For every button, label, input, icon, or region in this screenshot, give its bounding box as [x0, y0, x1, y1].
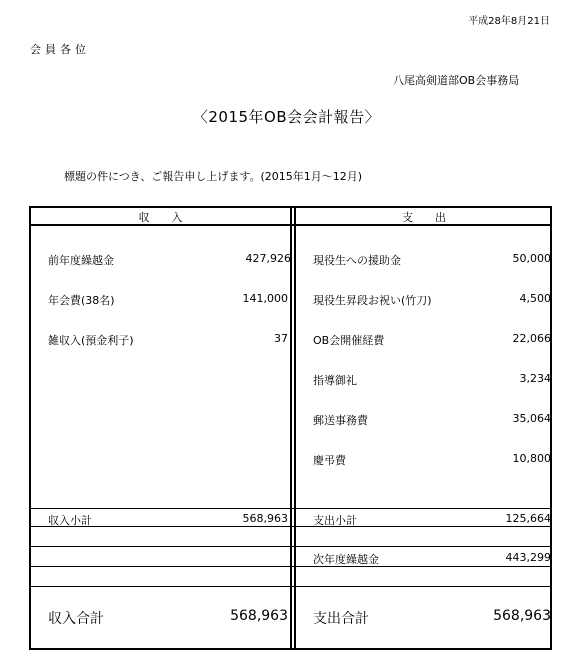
expense-subtotal-label: 支出小計: [313, 514, 357, 527]
report-title: 〈2015年OB会会計報告〉: [192, 108, 381, 126]
expense-item-amount: 35,064: [512, 412, 551, 425]
expense-total-label: 支出合計: [313, 611, 369, 627]
recipients-line: 会員各位: [30, 43, 90, 56]
expense-subtotal-amount: 125,664: [505, 512, 551, 525]
income-total-amount: 568,963: [230, 608, 288, 624]
expense-item-label: 現役生昇段お祝い(竹刀): [313, 294, 432, 307]
carryover-label: 次年度繰越金: [313, 553, 379, 566]
expense-item-amount: 22,066: [512, 332, 551, 345]
income-total-label: 収入合計: [48, 611, 104, 627]
report-date: 平成28年8月21日: [468, 16, 550, 27]
income-item-label: 年会費(38名): [48, 294, 115, 307]
column-divider-right: [294, 208, 296, 648]
income-subtotal-amount: 568,963: [242, 512, 288, 525]
column-divider-left: [290, 208, 292, 648]
income-subtotal-label: 収入小計: [48, 514, 92, 527]
expense-header: 支 出: [402, 211, 446, 224]
sender-line: 八尾高剣道部OB会事務局: [393, 74, 520, 87]
expense-item-amount: 3,234: [519, 372, 551, 385]
accounting-table: [29, 206, 552, 650]
income-header: 収 入: [138, 211, 183, 224]
intro-text: 標題の件につき、ご報告申し上げます。(2015年1月～12月): [64, 170, 363, 183]
expense-item-amount: 50,000: [512, 252, 551, 265]
expense-item-label: OB会開催経費: [313, 334, 385, 347]
expense-item-label: 現役生への援助金: [313, 254, 401, 267]
expense-total-amount: 568,963: [493, 608, 551, 624]
carryover-bottom-rule: [31, 566, 550, 567]
income-item-label: 雑収入(預金利子): [48, 334, 134, 347]
items-bottom-rule: [31, 508, 550, 509]
income-item-amount: 37: [274, 332, 288, 345]
blank-row-rule: [31, 546, 550, 547]
income-item-label: 前年度繰越金: [48, 254, 114, 267]
expense-item-label: 慶弔費: [313, 454, 346, 467]
total-top-rule: [31, 586, 550, 587]
subtotal-bottom-rule: [31, 526, 550, 527]
income-item-amount: 427,926: [245, 252, 291, 265]
carryover-amount: 443,299: [505, 551, 551, 564]
expense-item-amount: 4,500: [519, 292, 551, 305]
income-item-amount: 141,000: [242, 292, 288, 305]
expense-item-amount: 10,800: [512, 452, 551, 465]
expense-item-label: 郵送事務費: [313, 414, 368, 427]
expense-item-label: 指導御礼: [313, 374, 357, 387]
